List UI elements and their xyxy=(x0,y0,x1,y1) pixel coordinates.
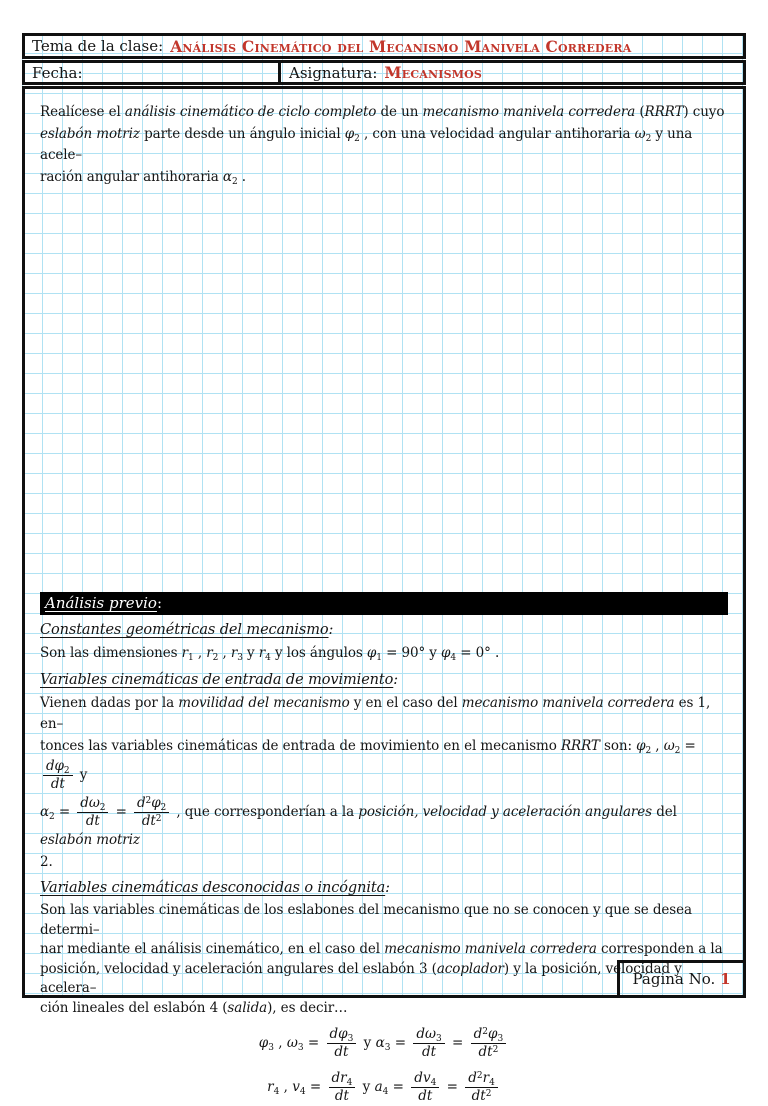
page-number-label: Página No. xyxy=(632,970,716,988)
fecha-cell xyxy=(25,63,281,82)
variables-entrada-body: Vienen dadas por la movilidad del mecanismo y en el caso del mecanismo manivela corredera es 1, en– tonces las variables cinemáticas de entrada de movimiento en el mecanismo RRRT son: $\varphi_2$ , $\omega_2$ = $\frac{d\varphi_2}{dt}$ y $\alpha_2$ = $\frac{d\omega_2}{dt}$ = $\frac{d^2\varphi_2}{dt^2}$ , que corresponderían a la posición, velocidad y aceleración angulares del eslabón motriz 2. xyxy=(40,694,711,870)
intro-paragraph: Realícese el análisis cinemático de ciclo completo de un mecanismo manivela corredera (RRRT) cuyo eslabón motriz parte desde un ángulo inicial $\varphi_2$ , con una velocidad angular antihoraria $\omega_2$ y una acele– ración angular antihoraria $\alpha_2$ . xyxy=(40,104,725,187)
tema-label: Tema de la clase: xyxy=(32,37,164,55)
worksheet-sheet xyxy=(22,33,746,1104)
heading-variables-entrada: Variables cinemáticas de entrada de movimiento: xyxy=(40,671,399,688)
constantes-body: Son las dimensiones $r_1$ , $r_2$ , $r_3$ y $r_4$ y los ángulos $\varphi_1 = 90^\circ$ y $\varphi_4 = 0^\circ$ . xyxy=(40,645,500,663)
section-bar-analisis-previo: Análisis previo: xyxy=(40,592,728,615)
heading-variables-desconocidas: Variables cinemáticas desconocidas o incógnita: xyxy=(40,880,390,897)
tema-value: Análisis Cinemático del Mecanismo Manivela Corredera xyxy=(170,36,632,56)
heading-constantes-geometricas: Constantes geométricas del mecanismo: xyxy=(40,622,334,638)
header-row-tema xyxy=(22,33,746,59)
asignatura-label: Asignatura: xyxy=(289,63,378,82)
page-number-value: 1 xyxy=(720,970,731,988)
fecha-label: Fecha: xyxy=(32,63,83,82)
header-row-fecha-asignatura xyxy=(22,60,746,85)
asignatura-value: Mecanismos xyxy=(384,63,483,82)
blank-workspace xyxy=(40,188,728,592)
worksheet-body xyxy=(22,86,746,1104)
formula-eslabon-3: $\varphi_3$ , $\omega_3$ = $\frac{d\varphi_3}{dt}$ y $\alpha_3$ = $\frac{d\omega_3}{dt}$ = $\frac{d^2\varphi_3}{dt^2}$ xyxy=(40,1025,728,1062)
asignatura-cell xyxy=(281,63,743,82)
page-number-box xyxy=(617,960,746,998)
formula-eslabon-4: $r_4$ , $v_4$ = $\frac{dr_4}{dt}$ y $a_4$ = $\frac{dv_4}{dt}$ = $\frac{d^2r_4}{dt^2}$ xyxy=(40,1069,728,1106)
variables-desconocidas-body: Son las variables cinemáticas de los eslabones del mecanismo que no se conocen y que se desea determi– nar mediante el análisis cinemático, en el caso del mecanismo manivela corredera corresponden a la posición, velocidad y aceleración angulares del eslabón 3 (acoplador) y la posición, velocidad y acelera– ción lineales del eslabón 4 (salida), es decir… xyxy=(40,902,723,1016)
